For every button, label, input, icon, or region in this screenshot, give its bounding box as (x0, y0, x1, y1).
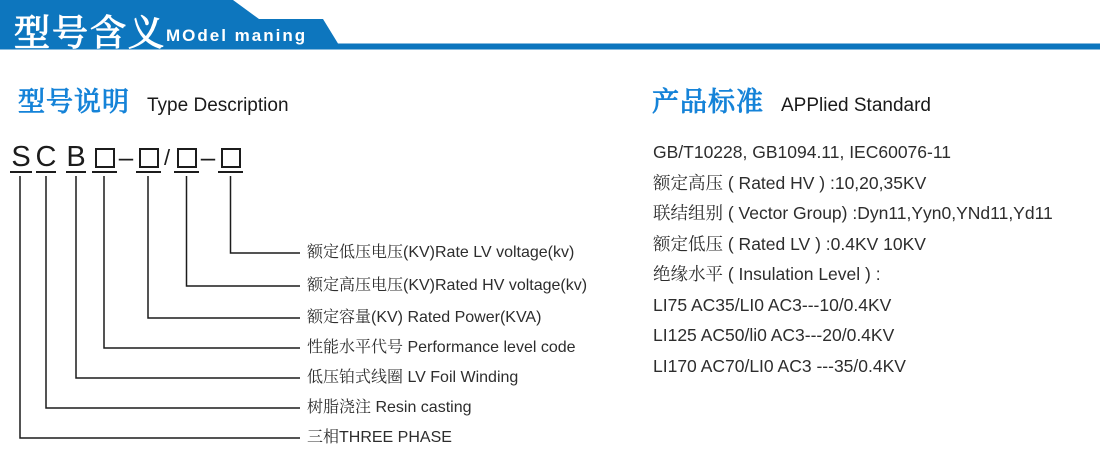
applied-standard-heading-zh: 产品标准 (652, 87, 764, 117)
code-letter-b (66, 141, 86, 173)
code-letter-s (10, 141, 32, 173)
code-separator-slash: / (163, 144, 171, 170)
diagram-label-lv-voltage: 额定低压电压(KV)Rate LV voltage(kv) (307, 244, 575, 261)
standards-line-li75: LI75 AC35/LI0 AC3---10/0.4KV (653, 294, 892, 315)
diagram-label-resin-casting: 树脂浇注 Resin casting (307, 399, 472, 416)
diagram-label-three-phase: 三相THREE PHASE (307, 429, 452, 446)
code-letter-c (35, 141, 57, 173)
standards-line-li125: LI125 AC50/li0 AC3---20/0.4KV (653, 325, 895, 345)
standards-line-insulation-level: 绝缘水平 ( Insulation Level ) : (653, 264, 881, 284)
standards-line-li170: LI170 AC70/LI0 AC3 ---35/0.4KV (653, 355, 906, 376)
standards-line-vector-group: 联结组别 ( Vector Group) :Dyn11,Yyn0,YNd11,Yd11 (653, 203, 1053, 223)
code-separator-dash-1: – (118, 142, 134, 172)
diagram-label-foil-winding: 低压铂式线圈 LV Foil Winding (307, 369, 519, 386)
code-box-2 (136, 144, 161, 173)
applied-standard-heading (652, 80, 931, 119)
code-letter-c-text: C (35, 141, 57, 173)
banner-title-zh: 型号含义 (14, 12, 167, 53)
code-box-4-square (221, 148, 241, 168)
code-box-1-square (95, 148, 115, 168)
applied-standard-heading-en: APPlied Standard (781, 95, 931, 116)
type-description-heading-en: Type Description (147, 95, 289, 116)
banner-title-en: MOdel maning (166, 26, 308, 45)
standards-line-codes: GB/T10228, GB1094.11, IEC60076-11 (653, 142, 952, 162)
code-box-1 (92, 144, 117, 173)
diagram-label-rated-power: 额定容量(KV) Rated Power(KVA) (307, 309, 542, 326)
standards-line-rated-lv: 额定低压 ( Rated LV ) :0.4KV 10KV (653, 233, 926, 254)
code-box-4 (218, 144, 243, 173)
standards-list (653, 137, 1083, 381)
code-box-3 (174, 144, 199, 173)
diagram-label-performance-code: 性能水平代号 Performance level code (307, 339, 576, 356)
code-letter-b-text: B (66, 141, 86, 173)
code-letter-s-text: S (11, 141, 31, 173)
standards-line-rated-hv: 额定高压 ( Rated HV ) :10,20,35KV (653, 172, 927, 193)
code-box-3-square (177, 148, 197, 168)
diagram-label-hv-voltage: 额定高压电压(KV)Rated HV voltage(kv) (307, 277, 588, 294)
type-description-heading-zh: 型号说明 (18, 87, 130, 117)
code-box-2-square (139, 148, 159, 168)
type-description-heading (18, 80, 289, 119)
code-separator-dash-2: – (200, 142, 216, 172)
